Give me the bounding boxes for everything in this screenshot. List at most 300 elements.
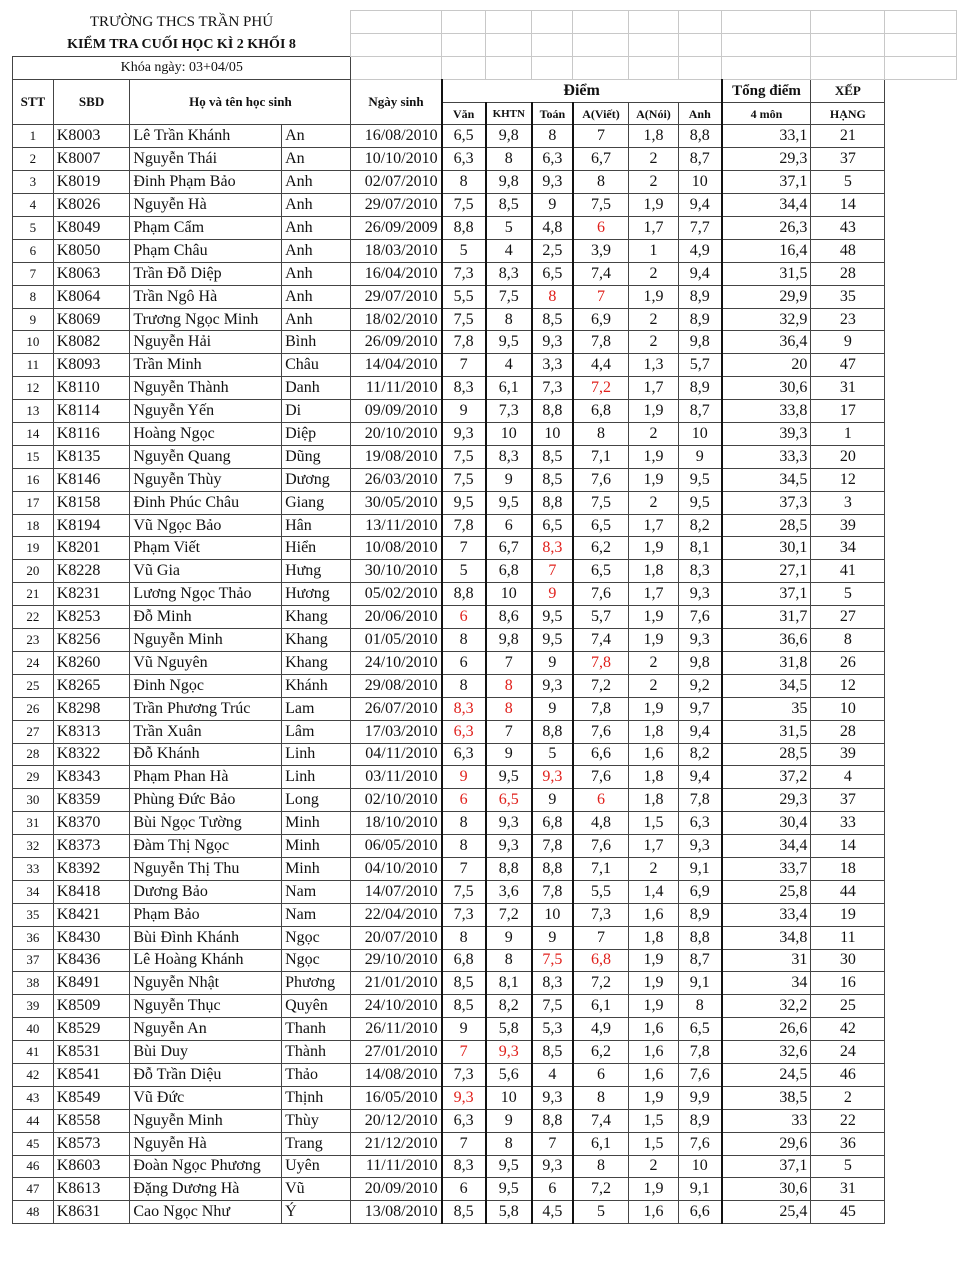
cell-xep-hang: 44 <box>811 880 885 903</box>
cell-anh: 5,7 <box>678 354 721 377</box>
row-spacer <box>885 308 957 331</box>
row-spacer <box>885 995 957 1018</box>
cell-sbd: K8265 <box>53 674 130 697</box>
cell-stt: 22 <box>13 606 54 629</box>
row-spacer <box>885 1018 957 1041</box>
cell-a-viet: 5,7 <box>573 606 629 629</box>
cell-tong-diem: 31,7 <box>722 606 811 629</box>
table-row <box>13 857 957 880</box>
cell-anh: 10 <box>678 1155 721 1178</box>
cell-anh: 8 <box>678 995 721 1018</box>
cell-stt: 30 <box>13 789 54 812</box>
row-spacer <box>885 1178 957 1201</box>
cell-a-viet: 8 <box>573 423 629 446</box>
cell-tong-diem: 33,1 <box>722 125 811 148</box>
cell-ten: Linh <box>282 766 351 789</box>
table-row <box>13 1201 957 1224</box>
cell-van: 6 <box>442 651 486 674</box>
cell-khtn: 7,3 <box>486 400 532 423</box>
cell-tong-diem: 34,5 <box>722 674 811 697</box>
cell-van: 6 <box>442 789 486 812</box>
cell-van: 9,3 <box>442 423 486 446</box>
cell-a-noi: 1,6 <box>629 743 679 766</box>
cell-van: 6 <box>442 606 486 629</box>
header-dob: Ngày sinh <box>351 79 442 125</box>
cell-toan: 8 <box>532 125 573 148</box>
cell-tong-diem: 28,5 <box>722 743 811 766</box>
cell-sbd: K8158 <box>53 491 130 514</box>
cell-a-noi: 1,7 <box>629 835 679 858</box>
cell-khtn: 9,3 <box>486 835 532 858</box>
cell-stt: 2 <box>13 148 54 171</box>
cell-van: 6,3 <box>442 1109 486 1132</box>
table-row <box>13 491 957 514</box>
cell-a-viet: 5,5 <box>573 880 629 903</box>
cell-van: 8 <box>442 812 486 835</box>
table-row <box>13 285 957 308</box>
cell-stt: 12 <box>13 377 54 400</box>
cell-sbd: K8114 <box>53 400 130 423</box>
cell-ho-dem: Trần Xuân <box>130 720 282 743</box>
cell-a-viet: 7 <box>573 125 629 148</box>
cell-toan: 5 <box>532 743 573 766</box>
cell-stt: 23 <box>13 629 54 652</box>
cell-toan: 7,8 <box>532 880 573 903</box>
table-row <box>13 400 957 423</box>
cell-a-noi: 1,9 <box>629 445 679 468</box>
cell-ten: An <box>282 148 351 171</box>
cell-ho-dem: Nguyễn Thục <box>130 995 282 1018</box>
cell-khtn: 9,8 <box>486 125 532 148</box>
cell-ngay-sinh: 26/11/2010 <box>351 1018 442 1041</box>
cell-anh: 9,1 <box>678 972 721 995</box>
cell-ho-dem: Nguyễn Thái <box>130 148 282 171</box>
cell-ten: Bình <box>282 331 351 354</box>
cell-xep-hang: 23 <box>811 308 885 331</box>
cell-khtn: 8,6 <box>486 606 532 629</box>
cell-khtn: 9,3 <box>486 1041 532 1064</box>
cell-toan: 9 <box>532 583 573 606</box>
cell-xep-hang: 31 <box>811 1178 885 1201</box>
cell-a-noi: 2 <box>629 331 679 354</box>
cell-xep-hang: 33 <box>811 812 885 835</box>
cell-a-noi: 1,8 <box>629 766 679 789</box>
table-row <box>13 606 957 629</box>
cell-stt: 41 <box>13 1041 54 1064</box>
cell-anh: 7,6 <box>678 1132 721 1155</box>
cell-a-viet: 4,9 <box>573 1018 629 1041</box>
table-row <box>13 468 957 491</box>
cell-xep-hang: 47 <box>811 354 885 377</box>
cell-anh: 8,2 <box>678 514 721 537</box>
cell-a-noi: 2 <box>629 651 679 674</box>
cell-stt: 5 <box>13 217 54 240</box>
cell-van: 6,5 <box>442 125 486 148</box>
cell-ngay-sinh: 30/10/2010 <box>351 560 442 583</box>
cell-khtn: 9 <box>486 1109 532 1132</box>
table-row <box>13 423 957 446</box>
row-spacer <box>885 1155 957 1178</box>
cell-ngay-sinh: 30/05/2010 <box>351 491 442 514</box>
cell-toan: 4 <box>532 1063 573 1086</box>
cell-xep-hang: 48 <box>811 239 885 262</box>
cell-xep-hang: 27 <box>811 606 885 629</box>
cell-toan: 7,5 <box>532 995 573 1018</box>
cell-a-noi: 2 <box>629 423 679 446</box>
cell-ngay-sinh: 10/10/2010 <box>351 148 442 171</box>
cell-tong-diem: 29,3 <box>722 148 811 171</box>
cell-ngay-sinh: 11/11/2010 <box>351 1155 442 1178</box>
cell-tong-diem: 31 <box>722 949 811 972</box>
cell-anh: 8,9 <box>678 1109 721 1132</box>
cell-ngay-sinh: 10/08/2010 <box>351 537 442 560</box>
cell-stt: 21 <box>13 583 54 606</box>
cell-tong-diem: 32,9 <box>722 308 811 331</box>
cell-a-viet: 7,6 <box>573 766 629 789</box>
cell-sbd: K8343 <box>53 766 130 789</box>
cell-tong-diem: 30,6 <box>722 377 811 400</box>
cell-a-viet: 6,7 <box>573 148 629 171</box>
cell-sbd: K8256 <box>53 629 130 652</box>
cell-ho-dem: Đàm Thị Ngọc <box>130 835 282 858</box>
row-spacer <box>885 835 957 858</box>
cell-ten: Phương <box>282 972 351 995</box>
cell-ho-dem: Đinh Ngọc <box>130 674 282 697</box>
cell-xep-hang: 34 <box>811 537 885 560</box>
cell-tong-diem: 36,4 <box>722 331 811 354</box>
cell-anh: 9,4 <box>678 194 721 217</box>
cell-xep-hang: 39 <box>811 514 885 537</box>
cell-toan: 8,5 <box>532 445 573 468</box>
cell-van: 7 <box>442 537 486 560</box>
cell-a-noi: 1,6 <box>629 1041 679 1064</box>
cell-khtn: 9,8 <box>486 629 532 652</box>
cell-khtn: 7 <box>486 720 532 743</box>
cell-tong-diem: 26,6 <box>722 1018 811 1041</box>
cell-sbd: K8064 <box>53 285 130 308</box>
cell-ho-dem: Nguyễn Yến <box>130 400 282 423</box>
cell-stt: 20 <box>13 560 54 583</box>
cell-anh: 9,1 <box>678 1178 721 1201</box>
cell-a-viet: 7,4 <box>573 629 629 652</box>
row-spacer <box>885 1109 957 1132</box>
row-spacer <box>885 720 957 743</box>
cell-ten: Anh <box>282 239 351 262</box>
cell-ngay-sinh: 13/08/2010 <box>351 1201 442 1224</box>
table-row <box>13 537 957 560</box>
cell-a-noi: 2 <box>629 491 679 514</box>
cell-sbd: K8313 <box>53 720 130 743</box>
row-spacer <box>885 194 957 217</box>
cell-khtn: 9,5 <box>486 1178 532 1201</box>
cell-sbd: K8359 <box>53 789 130 812</box>
cell-stt: 35 <box>13 903 54 926</box>
cell-ten: Dương <box>282 468 351 491</box>
cell-tong-diem: 37,1 <box>722 171 811 194</box>
cell-khtn: 5 <box>486 217 532 240</box>
row-spacer <box>885 880 957 903</box>
row-spacer <box>885 285 957 308</box>
cell-ngay-sinh: 18/03/2010 <box>351 239 442 262</box>
cell-ho-dem: Trần Ngô Hà <box>130 285 282 308</box>
cell-xep-hang: 45 <box>811 1201 885 1224</box>
cell-tong-diem: 28,5 <box>722 514 811 537</box>
cell-a-noi: 1,8 <box>629 560 679 583</box>
cell-a-viet: 7,6 <box>573 468 629 491</box>
cell-xep-hang: 4 <box>811 766 885 789</box>
cell-ngay-sinh: 16/08/2010 <box>351 125 442 148</box>
cell-ngay-sinh: 16/05/2010 <box>351 1086 442 1109</box>
cell-ten: Linh <box>282 743 351 766</box>
cell-stt: 10 <box>13 331 54 354</box>
cell-ho-dem: Nguyễn Thành <box>130 377 282 400</box>
cell-van: 5 <box>442 239 486 262</box>
table-row <box>13 766 957 789</box>
cell-van: 7,5 <box>442 445 486 468</box>
cell-anh: 9,3 <box>678 835 721 858</box>
table-row <box>13 972 957 995</box>
cell-anh: 8,7 <box>678 400 721 423</box>
cell-van: 7,5 <box>442 194 486 217</box>
cell-a-viet: 7,1 <box>573 857 629 880</box>
cell-a-noi: 2 <box>629 1155 679 1178</box>
table-row <box>13 812 957 835</box>
cell-van: 8,3 <box>442 1155 486 1178</box>
cell-anh: 10 <box>678 171 721 194</box>
student-rows <box>13 125 957 1224</box>
table-row <box>13 217 957 240</box>
cell-ngay-sinh: 17/03/2010 <box>351 720 442 743</box>
cell-ten: Uyên <box>282 1155 351 1178</box>
cell-toan: 9,5 <box>532 606 573 629</box>
cell-sbd: K8093 <box>53 354 130 377</box>
cell-toan: 7,5 <box>532 949 573 972</box>
cell-a-noi: 1,4 <box>629 880 679 903</box>
cell-ngay-sinh: 02/07/2010 <box>351 171 442 194</box>
cell-toan: 7 <box>532 560 573 583</box>
cell-ho-dem: Phạm Viết <box>130 537 282 560</box>
cell-ho-dem: Nguyễn Hà <box>130 194 282 217</box>
cell-anh: 6,9 <box>678 880 721 903</box>
cell-xep-hang: 24 <box>811 1041 885 1064</box>
cell-a-viet: 7,8 <box>573 651 629 674</box>
cell-stt: 16 <box>13 468 54 491</box>
row-spacer <box>885 331 957 354</box>
cell-stt: 43 <box>13 1086 54 1109</box>
cell-a-viet: 7,8 <box>573 331 629 354</box>
table-row <box>13 835 957 858</box>
cell-tong-diem: 35 <box>722 697 811 720</box>
cell-a-viet: 5 <box>573 1201 629 1224</box>
cell-ten: Giang <box>282 491 351 514</box>
cell-khtn: 10 <box>486 1086 532 1109</box>
cell-stt: 37 <box>13 949 54 972</box>
cell-toan: 9,3 <box>532 674 573 697</box>
cell-tong-diem: 34 <box>722 972 811 995</box>
cell-toan: 8,3 <box>532 537 573 560</box>
cell-xep-hang: 37 <box>811 148 885 171</box>
cell-ngay-sinh: 29/07/2010 <box>351 285 442 308</box>
cell-tong-diem: 34,4 <box>722 835 811 858</box>
row-spacer <box>885 629 957 652</box>
cell-tong-diem: 29,6 <box>722 1132 811 1155</box>
cell-ho-dem: Nguyễn An <box>130 1018 282 1041</box>
cell-sbd: K8110 <box>53 377 130 400</box>
score-table <box>12 10 957 1224</box>
cell-toan: 8,8 <box>532 720 573 743</box>
cell-a-viet: 7,2 <box>573 1178 629 1201</box>
cell-a-viet: 6 <box>573 789 629 812</box>
cell-ho-dem: Đỗ Khánh <box>130 743 282 766</box>
cell-a-viet: 7,2 <box>573 377 629 400</box>
cell-sbd: K8050 <box>53 239 130 262</box>
table-row <box>13 331 957 354</box>
cell-khtn: 8 <box>486 1132 532 1155</box>
cell-ten: Vũ <box>282 1178 351 1201</box>
cell-a-noi: 1,7 <box>629 583 679 606</box>
cell-a-noi: 1,8 <box>629 789 679 812</box>
table-row <box>13 1041 957 1064</box>
cell-anh: 9,5 <box>678 491 721 514</box>
cell-ten: Khang <box>282 651 351 674</box>
row-spacer <box>885 1041 957 1064</box>
cell-ho-dem: Phạm Bảo <box>130 903 282 926</box>
cell-a-noi: 1,6 <box>629 1018 679 1041</box>
cell-van: 8,3 <box>442 377 486 400</box>
cell-van: 6,3 <box>442 720 486 743</box>
cell-xep-hang: 26 <box>811 651 885 674</box>
cell-anh: 9 <box>678 445 721 468</box>
cell-van: 8,8 <box>442 583 486 606</box>
cell-toan: 9,3 <box>532 1086 573 1109</box>
cell-ho-dem: Phùng Đức Bảo <box>130 789 282 812</box>
row-spacer <box>885 239 957 262</box>
table-row <box>13 171 957 194</box>
cell-ten: Lam <box>282 697 351 720</box>
cell-xep-hang: 9 <box>811 331 885 354</box>
row-spacer <box>885 651 957 674</box>
cell-khtn: 9,8 <box>486 171 532 194</box>
table-row <box>13 194 957 217</box>
cell-a-viet: 6,5 <box>573 560 629 583</box>
cell-toan: 6,5 <box>532 262 573 285</box>
cell-ten: Ý <box>282 1201 351 1224</box>
cell-xep-hang: 11 <box>811 926 885 949</box>
cell-ten: Di <box>282 400 351 423</box>
cell-xep-hang: 46 <box>811 1063 885 1086</box>
cell-sbd: K8430 <box>53 926 130 949</box>
cell-xep-hang: 37 <box>811 789 885 812</box>
cell-xep-hang: 16 <box>811 972 885 995</box>
cell-khtn: 9,3 <box>486 812 532 835</box>
cell-ten: Long <box>282 789 351 812</box>
cell-ho-dem: Trần Đỗ Diệp <box>130 262 282 285</box>
exam-date: Khóa ngày: 03+04/05 <box>13 56 351 79</box>
cell-ho-dem: Đoàn Ngọc Phương <box>130 1155 282 1178</box>
cell-ten: Thanh <box>282 1018 351 1041</box>
cell-xep-hang: 28 <box>811 262 885 285</box>
cell-tong-diem: 31,5 <box>722 262 811 285</box>
cell-stt: 8 <box>13 285 54 308</box>
cell-a-viet: 6,1 <box>573 995 629 1018</box>
cell-a-viet: 6,5 <box>573 514 629 537</box>
cell-tong-diem: 30,1 <box>722 537 811 560</box>
cell-anh: 8,7 <box>678 148 721 171</box>
table-row <box>13 697 957 720</box>
cell-ho-dem: Phạm Phan Hà <box>130 766 282 789</box>
cell-sbd: K8373 <box>53 835 130 858</box>
cell-anh: 7,6 <box>678 1063 721 1086</box>
table-row <box>13 308 957 331</box>
cell-sbd: K8370 <box>53 812 130 835</box>
cell-sbd: K8231 <box>53 583 130 606</box>
cell-xep-hang: 1 <box>811 423 885 446</box>
cell-van: 9 <box>442 400 486 423</box>
cell-tong-diem: 25,8 <box>722 880 811 903</box>
cell-toan: 6,3 <box>532 148 573 171</box>
cell-ho-dem: Hoàng Ngọc <box>130 423 282 446</box>
row-spacer <box>885 903 957 926</box>
cell-ten: Ngọc <box>282 926 351 949</box>
cell-ten: Anh <box>282 262 351 285</box>
cell-ten: Diệp <box>282 423 351 446</box>
cell-anh: 8,7 <box>678 949 721 972</box>
cell-ho-dem: Dương Bảo <box>130 880 282 903</box>
cell-ngay-sinh: 06/05/2010 <box>351 835 442 858</box>
cell-a-noi: 1,9 <box>629 949 679 972</box>
cell-ho-dem: Trần Minh <box>130 354 282 377</box>
cell-ho-dem: Vũ Ngọc Bảo <box>130 514 282 537</box>
cell-stt: 15 <box>13 445 54 468</box>
cell-ngay-sinh: 04/11/2010 <box>351 743 442 766</box>
cell-anh: 8,2 <box>678 743 721 766</box>
cell-a-viet: 7 <box>573 285 629 308</box>
cell-anh: 9,5 <box>678 468 721 491</box>
cell-stt: 47 <box>13 1178 54 1201</box>
cell-xep-hang: 12 <box>811 468 885 491</box>
cell-ten: Khang <box>282 629 351 652</box>
cell-ten: Khánh <box>282 674 351 697</box>
table-row <box>13 651 957 674</box>
cell-khtn: 5,8 <box>486 1018 532 1041</box>
cell-a-viet: 6,2 <box>573 1041 629 1064</box>
cell-anh: 8,9 <box>678 308 721 331</box>
table-row <box>13 354 957 377</box>
cell-tong-diem: 37,2 <box>722 766 811 789</box>
cell-a-viet: 7,2 <box>573 674 629 697</box>
exam-title: KIỂM TRA CUỐI HỌC KÌ 2 KHỐI 8 <box>67 36 296 52</box>
cell-a-viet: 8 <box>573 1155 629 1178</box>
cell-xep-hang: 5 <box>811 1155 885 1178</box>
cell-sbd: K8146 <box>53 468 130 491</box>
cell-stt: 40 <box>13 1018 54 1041</box>
row-spacer <box>885 171 957 194</box>
cell-a-viet: 8 <box>573 1086 629 1109</box>
table-row <box>13 1178 957 1201</box>
cell-khtn: 5,8 <box>486 1201 532 1224</box>
cell-ho-dem: Bùi Đình Khánh <box>130 926 282 949</box>
cell-a-noi: 2 <box>629 674 679 697</box>
cell-ten: Anh <box>282 171 351 194</box>
cell-a-noi: 2 <box>629 857 679 880</box>
cell-ho-dem: Lê Trần Khánh <box>130 125 282 148</box>
cell-ten: Dũng <box>282 445 351 468</box>
cell-a-noi: 1,9 <box>629 400 679 423</box>
cell-tong-diem: 34,8 <box>722 926 811 949</box>
cell-van: 8 <box>442 629 486 652</box>
cell-ngay-sinh: 20/06/2010 <box>351 606 442 629</box>
cell-ngay-sinh: 14/07/2010 <box>351 880 442 903</box>
